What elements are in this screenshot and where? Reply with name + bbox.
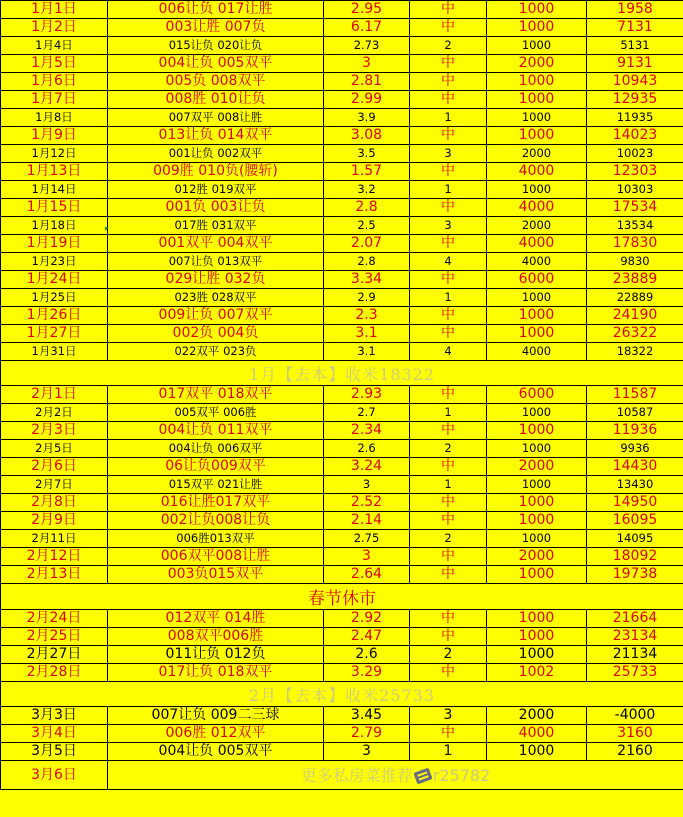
cell-stake[interactable]: 1000 — [487, 566, 587, 584]
cell-odds[interactable]: 2.07 — [324, 235, 410, 253]
cell-stake[interactable]: 6000 — [487, 386, 587, 404]
cell-date[interactable]: 1月6日 — [1, 73, 108, 91]
cell-match[interactable]: 017双平 018双平 — [108, 386, 324, 404]
cell-balance[interactable]: -4000 — [587, 707, 683, 725]
cell-odds[interactable]: 2.8 — [324, 199, 410, 217]
cell-date[interactable]: 1月19日 — [1, 235, 108, 253]
cell-odds[interactable]: 2.99 — [324, 91, 410, 109]
cell-mark[interactable]: 中 — [410, 664, 487, 682]
cell-date[interactable]: 2月24日 — [1, 610, 108, 628]
cell-odds[interactable]: 3.45 — [324, 707, 410, 725]
cell-stake[interactable]: 1000 — [487, 422, 587, 440]
cell-balance[interactable]: 17534 — [587, 199, 683, 217]
cell-date[interactable]: 2月12日 — [1, 548, 108, 566]
cell-stake[interactable]: 1000 — [487, 610, 587, 628]
table-row — [1, 476, 683, 494]
cell-stake[interactable]: 1000 — [487, 743, 587, 761]
cell-date[interactable]: 1月13日 — [1, 163, 108, 181]
cell-date[interactable]: 1月8日 — [1, 109, 108, 127]
cell-odds[interactable]: 3 — [324, 55, 410, 73]
cell-match[interactable]: 001让负 002双平 — [108, 145, 324, 163]
cell-odds[interactable]: 2.7 — [324, 404, 410, 422]
cell-match[interactable]: 008双平006胜 — [108, 628, 324, 646]
table-row — [1, 458, 683, 476]
cell-balance[interactable]: 14095 — [587, 530, 683, 548]
cell-odds[interactable]: 1.57 — [324, 163, 410, 181]
cell-mark[interactable]: 中 — [410, 458, 487, 476]
cell-balance[interactable]: 12935 — [587, 91, 683, 109]
cell-odds[interactable]: 3.2 — [324, 181, 410, 199]
cell-odds[interactable]: 2.81 — [324, 73, 410, 91]
cell-balance[interactable]: 10023 — [587, 145, 683, 163]
cell-stake[interactable]: 1000 — [487, 646, 587, 664]
cell-stake[interactable]: 1000 — [487, 73, 587, 91]
table-row — [1, 289, 683, 307]
table-row — [1, 109, 683, 127]
table-row — [1, 707, 683, 725]
cell-mark[interactable]: 2 — [410, 646, 487, 664]
cell-odds[interactable]: 2.9 — [324, 289, 410, 307]
cell-mark[interactable]: 3 — [410, 145, 487, 163]
cell-mark[interactable]: 中 — [410, 1, 487, 19]
cell-balance[interactable]: 7131 — [587, 19, 683, 37]
cell-odds[interactable]: 2.92 — [324, 610, 410, 628]
cell-stake[interactable]: 2000 — [487, 458, 587, 476]
cell-match[interactable]: 015让负 020让负 — [108, 37, 324, 55]
cell-odds[interactable]: 2.14 — [324, 512, 410, 530]
cell-date[interactable]: 1月5日 — [1, 55, 108, 73]
cell-stake[interactable]: 2000 — [487, 707, 587, 725]
table-row — [1, 55, 683, 73]
cell-odds[interactable]: 3.5 — [324, 145, 410, 163]
table-row — [1, 343, 683, 361]
cell-date[interactable]: 1月15日 — [1, 199, 108, 217]
cell-comment-marker — [105, 227, 109, 231]
cell-mark[interactable]: 中 — [410, 73, 487, 91]
cell-balance[interactable]: 18092 — [587, 548, 683, 566]
cell-stake[interactable]: 1000 — [487, 404, 587, 422]
cell-date[interactable]: 1月7日 — [1, 91, 108, 109]
cell-stake[interactable]: 1000 — [487, 37, 587, 55]
table-row — [1, 512, 683, 530]
cell-match[interactable]: 009胜 010负(腰斩) — [108, 163, 324, 181]
cell-date[interactable]: 1月14日 — [1, 181, 108, 199]
table-row — [1, 530, 683, 548]
cell-odds[interactable]: 3.08 — [324, 127, 410, 145]
cell-balance[interactable]: 24190 — [587, 307, 683, 325]
table-row — [1, 253, 683, 271]
cell-date[interactable]: 3月4日 — [1, 725, 108, 743]
promo-text: 更多私房菜推荐 — [300, 765, 413, 785]
cell-balance[interactable]: 9131 — [587, 55, 683, 73]
cell-balance[interactable]: 11587 — [587, 386, 683, 404]
cell-odds[interactable]: 2.6 — [324, 440, 410, 458]
cell-match[interactable]: 017让负 018双平 — [108, 664, 324, 682]
cell-mark[interactable]: 1 — [410, 289, 487, 307]
cell-odds[interactable]: 2.73 — [324, 37, 410, 55]
cell-date[interactable]: 2月13日 — [1, 566, 108, 584]
cell-stake[interactable]: 1000 — [487, 1, 587, 19]
holiday-text[interactable]: 春节休市 — [1, 584, 683, 610]
cell-odds[interactable]: 2.5 — [324, 217, 410, 235]
cell-balance[interactable]: 18322 — [587, 343, 683, 361]
cell-stake[interactable]: 1000 — [487, 512, 587, 530]
cell-date[interactable]: 1月24日 — [1, 271, 108, 289]
cell-balance[interactable]: 22889 — [587, 289, 683, 307]
cell-stake[interactable]: 4000 — [487, 253, 587, 271]
table-row — [1, 271, 683, 289]
table-row — [1, 548, 683, 566]
cell-match[interactable]: 012双平 014胜 — [108, 610, 324, 628]
table-row — [1, 217, 683, 235]
cell-mark[interactable]: 1 — [410, 109, 487, 127]
cell-mark[interactable]: 中 — [410, 55, 487, 73]
cell-stake[interactable]: 1000 — [487, 19, 587, 37]
cell-match[interactable]: 011让负 012负 — [108, 646, 324, 664]
cell-stake[interactable]: 2000 — [487, 217, 587, 235]
cell-match[interactable]: 008胜 010让负 — [108, 91, 324, 109]
cell-mark[interactable]: 中 — [410, 271, 487, 289]
table-row — [1, 163, 683, 181]
cell-date[interactable]: 2月28日 — [1, 664, 108, 682]
summary-text[interactable]: 2月【去本】收米25733 — [1, 682, 683, 707]
cell-mark[interactable]: 1 — [410, 743, 487, 761]
cell-stake[interactable]: 1000 — [487, 628, 587, 646]
cell-odds[interactable]: 2.95 — [324, 1, 410, 19]
cell-date[interactable]: 2月27日 — [1, 646, 108, 664]
cell-balance[interactable]: 13430 — [587, 476, 683, 494]
cell-stake[interactable]: 6000 — [487, 271, 587, 289]
cell-balance[interactable]: 10943 — [587, 73, 683, 91]
cell-match[interactable]: 006让负 017让胜 — [108, 1, 324, 19]
cell-stake[interactable]: 1000 — [487, 181, 587, 199]
cell-match[interactable]: 017胜 031双平 — [108, 217, 324, 235]
cell-balance[interactable]: 21664 — [587, 610, 683, 628]
cell-balance[interactable]: 9936 — [587, 440, 683, 458]
cell-balance[interactable]: 10303 — [587, 181, 683, 199]
cell-odds[interactable]: 2.64 — [324, 566, 410, 584]
cell-stake[interactable]: 1000 — [487, 109, 587, 127]
cell-stake[interactable]: 1000 — [487, 307, 587, 325]
cell-match[interactable]: 016让胜017双平 — [108, 494, 324, 512]
cell-date[interactable]: 1月1日 — [1, 1, 108, 19]
cell-balance[interactable]: 23134 — [587, 628, 683, 646]
cell-match[interactable]: 022双平 023负 — [108, 343, 324, 361]
cell-match[interactable]: 015双平 021让胜 — [108, 476, 324, 494]
cell-match[interactable]: 023胜 028双平 — [108, 289, 324, 307]
cell-date[interactable]: 1月26日 — [1, 307, 108, 325]
cell-stake[interactable]: 1000 — [487, 440, 587, 458]
cell-mark[interactable]: 2 — [410, 440, 487, 458]
cell-stake[interactable]: 4000 — [487, 343, 587, 361]
cell-odds[interactable]: 6.17 — [324, 19, 410, 37]
chat-icon — [413, 768, 432, 785]
cell-match[interactable]: 004让负 005双平 — [108, 743, 324, 761]
cell-date[interactable]: 2月1日 — [1, 386, 108, 404]
table-row — [1, 235, 683, 253]
cell-match[interactable]: 005双平 006胜 — [108, 404, 324, 422]
cell-balance[interactable]: 19738 — [587, 566, 683, 584]
cell-date[interactable]: 2月8日 — [1, 494, 108, 512]
cell-mark[interactable]: 4 — [410, 253, 487, 271]
cell-odds[interactable]: 2.34 — [324, 422, 410, 440]
cell-match[interactable]: 007让负 013双平 — [108, 253, 324, 271]
cell-stake[interactable]: 1000 — [487, 91, 587, 109]
cell-date[interactable]: 1月2日 — [1, 19, 108, 37]
cell-match[interactable]: 004让负 011双平 — [108, 422, 324, 440]
cell-mark[interactable]: 中 — [410, 548, 487, 566]
cell-odds[interactable]: 3 — [324, 743, 410, 761]
table-row — [1, 19, 683, 37]
cell-match[interactable]: 012胜 019双平 — [108, 181, 324, 199]
cell-stake[interactable]: 1000 — [487, 127, 587, 145]
cell-date[interactable]: 1月25日 — [1, 289, 108, 307]
cell-mark[interactable]: 中 — [410, 127, 487, 145]
cell-mark[interactable]: 中 — [410, 307, 487, 325]
cell-mark[interactable]: 中 — [410, 628, 487, 646]
cell-date[interactable]: 1月12日 — [1, 145, 108, 163]
cell-stake[interactable]: 2000 — [487, 548, 587, 566]
cell-balance[interactable]: 2160 — [587, 743, 683, 761]
cell-stake[interactable]: 1000 — [487, 325, 587, 343]
table-row — [1, 404, 683, 422]
table-row — [1, 646, 683, 664]
table-row — [1, 422, 683, 440]
cell-mark[interactable]: 中 — [410, 566, 487, 584]
cell-stake[interactable]: 1000 — [487, 289, 587, 307]
cell-match[interactable]: 06让负009双平 — [108, 458, 324, 476]
cell-date[interactable]: 1月9日 — [1, 127, 108, 145]
table-row — [1, 37, 683, 55]
summary-text[interactable]: 1月【去本】收米18322 — [1, 361, 683, 386]
table-row — [1, 91, 683, 109]
cell-balance[interactable]: 9830 — [587, 253, 683, 271]
cell-date[interactable]: 3月5日 — [1, 743, 108, 761]
cell-mark[interactable]: 中 — [410, 386, 487, 404]
table-row — [1, 743, 683, 761]
cell-stake[interactable]: 1000 — [487, 494, 587, 512]
cell-stake[interactable]: 4000 — [487, 163, 587, 181]
cell-date[interactable]: 1月31日 — [1, 343, 108, 361]
cell-date[interactable]: 1月23日 — [1, 253, 108, 271]
cell-match[interactable]: 001双平 004双平 — [108, 235, 324, 253]
cell-odds[interactable]: 3.1 — [324, 325, 410, 343]
cell-mark[interactable]: 1 — [410, 181, 487, 199]
cell-stake[interactable]: 4000 — [487, 199, 587, 217]
cell-balance[interactable]: 23889 — [587, 271, 683, 289]
cell-balance[interactable]: 13534 — [587, 217, 683, 235]
cell-odds[interactable]: 3.34 — [324, 271, 410, 289]
cell-odds[interactable]: 3 — [324, 548, 410, 566]
cell-date[interactable]: 3月6日 — [1, 761, 108, 790]
cell-mark[interactable]: 中 — [410, 199, 487, 217]
table-row — [1, 664, 683, 682]
cell-mark[interactable]: 1 — [410, 476, 487, 494]
cell-match[interactable]: 004让负 006双平 — [108, 440, 324, 458]
cell-balance[interactable]: 26322 — [587, 325, 683, 343]
cell-balance[interactable]: 21134 — [587, 646, 683, 664]
cell-odds[interactable]: 3.1 — [324, 343, 410, 361]
cell-match[interactable]: 006双平008让胜 — [108, 548, 324, 566]
cell-match[interactable]: 007双平 008让胜 — [108, 109, 324, 127]
cell-date[interactable]: 2月6日 — [1, 458, 108, 476]
cell-mark[interactable]: 中 — [410, 610, 487, 628]
cell-mark[interactable]: 中 — [410, 235, 487, 253]
cell-mark[interactable]: 中 — [410, 91, 487, 109]
table-row — [1, 325, 683, 343]
cell-date[interactable]: 2月5日 — [1, 440, 108, 458]
cell-balance[interactable]: 10587 — [587, 404, 683, 422]
cell-odds[interactable]: 2.93 — [324, 386, 410, 404]
cell-balance[interactable]: 12303 — [587, 163, 683, 181]
cell-match[interactable]: 002负 004负 — [108, 325, 324, 343]
cell-mark[interactable]: 中 — [410, 725, 487, 743]
cell-odds[interactable]: 2.6 — [324, 646, 410, 664]
cell-stake[interactable]: 1000 — [487, 476, 587, 494]
holiday-row — [1, 584, 683, 610]
cell-stake[interactable]: 4000 — [487, 725, 587, 743]
cell-match[interactable]: 006胜 012双平 — [108, 725, 324, 743]
cell-date[interactable]: 1月4日 — [1, 37, 108, 55]
cell-balance[interactable]: 14023 — [587, 127, 683, 145]
cell-balance[interactable]: 25733 — [587, 664, 683, 682]
cell-balance[interactable]: 14430 — [587, 458, 683, 476]
table-row — [1, 610, 683, 628]
table-row — [1, 1, 683, 19]
promo-id: r25782 — [432, 765, 491, 785]
table-row — [1, 307, 683, 325]
cell-match[interactable]: 005负 008双平 — [108, 73, 324, 91]
table-row — [1, 494, 683, 512]
monthly-summary-row — [1, 361, 683, 386]
cell-mark[interactable]: 中 — [410, 163, 487, 181]
cell-match[interactable]: 013让负 014双平 — [108, 127, 324, 145]
table-row — [1, 761, 683, 790]
table-row — [1, 628, 683, 646]
cell-mark[interactable]: 3 — [410, 707, 487, 725]
cell-match[interactable]: 007让负 009二三球 — [108, 707, 324, 725]
promo-cell[interactable] — [108, 761, 683, 790]
cell-odds[interactable]: 2.3 — [324, 307, 410, 325]
monthly-summary-row — [1, 682, 683, 707]
cell-stake[interactable]: 1002 — [487, 664, 587, 682]
table-row — [1, 566, 683, 584]
cell-odds[interactable]: 3.24 — [324, 458, 410, 476]
cell-mark[interactable]: 中 — [410, 422, 487, 440]
table-row — [1, 145, 683, 163]
cell-odds[interactable]: 2.52 — [324, 494, 410, 512]
table-row — [1, 386, 683, 404]
table-row — [1, 127, 683, 145]
cell-balance[interactable]: 16095 — [587, 512, 683, 530]
cell-odds[interactable]: 2.47 — [324, 628, 410, 646]
table-row — [1, 725, 683, 743]
cell-mark[interactable]: 中 — [410, 19, 487, 37]
cell-date[interactable]: 1月18日 — [1, 217, 108, 235]
cell-mark[interactable]: 中 — [410, 325, 487, 343]
table-row — [1, 73, 683, 91]
cell-date[interactable]: 2月25日 — [1, 628, 108, 646]
cell-match[interactable]: 009让负 007双平 — [108, 307, 324, 325]
cell-odds[interactable]: 2.79 — [324, 725, 410, 743]
cell-stake[interactable]: 4000 — [487, 235, 587, 253]
cell-balance[interactable]: 14950 — [587, 494, 683, 512]
cell-odds[interactable]: 3 — [324, 476, 410, 494]
cell-match[interactable]: 001负 003让负 — [108, 199, 324, 217]
table-row — [1, 181, 683, 199]
cell-date[interactable]: 2月11日 — [1, 530, 108, 548]
cell-mark[interactable]: 中 — [410, 494, 487, 512]
cell-odds[interactable]: 3.9 — [324, 109, 410, 127]
cell-date[interactable]: 2月2日 — [1, 404, 108, 422]
cell-mark[interactable]: 2 — [410, 37, 487, 55]
cell-odds[interactable]: 2.75 — [324, 530, 410, 548]
cell-balance[interactable]: 3160 — [587, 725, 683, 743]
cell-match[interactable]: 003让胜 007负 — [108, 19, 324, 37]
cell-balance[interactable]: 11936 — [587, 422, 683, 440]
cell-stake[interactable]: 1000 — [487, 530, 587, 548]
cell-mark[interactable]: 3 — [410, 217, 487, 235]
cell-date[interactable]: 2月9日 — [1, 512, 108, 530]
table-row — [1, 440, 683, 458]
cell-match[interactable]: 003负015双平 — [108, 566, 324, 584]
cell-match[interactable]: 029让胜 032负 — [108, 271, 324, 289]
cell-odds[interactable]: 3.29 — [324, 664, 410, 682]
cell-balance[interactable]: 1958 — [587, 1, 683, 19]
table-row — [1, 199, 683, 217]
cell-mark[interactable]: 中 — [410, 512, 487, 530]
cell-balance[interactable]: 11935 — [587, 109, 683, 127]
cell-match[interactable]: 002让负008让负 — [108, 512, 324, 530]
cell-date[interactable]: 2月3日 — [1, 422, 108, 440]
cell-odds[interactable]: 2.8 — [324, 253, 410, 271]
cell-balance[interactable]: 17830 — [587, 235, 683, 253]
cell-date[interactable]: 1月27日 — [1, 325, 108, 343]
cell-balance[interactable]: 5131 — [587, 37, 683, 55]
cell-date[interactable]: 3月3日 — [1, 707, 108, 725]
cell-stake[interactable]: 2000 — [487, 55, 587, 73]
cell-date[interactable]: 2月7日 — [1, 476, 108, 494]
cell-mark[interactable]: 1 — [410, 404, 487, 422]
cell-stake[interactable]: 2000 — [487, 145, 587, 163]
cell-mark[interactable]: 4 — [410, 343, 487, 361]
cell-match[interactable]: 006胜013双平 — [108, 530, 324, 548]
cell-mark[interactable]: 2 — [410, 530, 487, 548]
cell-match[interactable]: 004让负 005双平 — [108, 55, 324, 73]
